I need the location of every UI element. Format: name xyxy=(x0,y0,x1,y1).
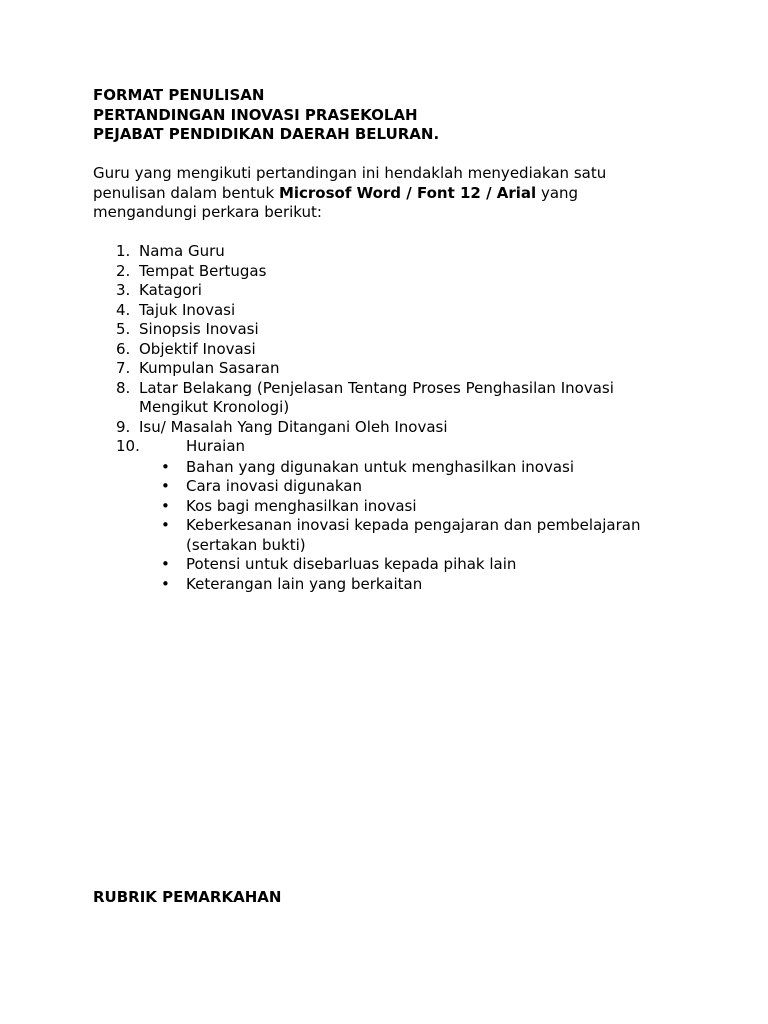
bullet-item-text: Cara inovasi digunakan xyxy=(186,477,363,495)
bullet-item-text: Keterangan lain yang berkaitan xyxy=(186,574,423,593)
list-item-text: Huraian xyxy=(186,437,246,455)
bullet-icon: • xyxy=(161,516,170,534)
bullet-item-text: Bahan yang digunakan untuk menghasilkan inovasi xyxy=(186,457,574,476)
list-item-text: Kumpulan Sasaran xyxy=(139,359,280,377)
intro-line-2 xyxy=(93,184,653,204)
list-item-text: Tempat Bertugas xyxy=(139,261,267,280)
bullet-icon: • xyxy=(161,457,170,476)
list-item-continuation-text: Mengikut Kronologi) xyxy=(139,398,290,416)
list-item-text: Sinopsis Inovasi xyxy=(139,320,259,338)
bullet-icon: • xyxy=(161,555,170,573)
list-item-text: Nama Guru xyxy=(139,242,225,260)
intro-line-3: mengandungi perkara berikut: xyxy=(93,203,322,221)
intro-paragraph xyxy=(93,164,653,223)
bullet-icon: • xyxy=(161,574,170,593)
list-item-text: Objektif Inovasi xyxy=(139,339,256,358)
intro-line-1: Guru yang mengikuti pertandingan ini hendaklah menyediakan satu xyxy=(93,164,607,182)
list-item-text: Katagori xyxy=(139,281,202,299)
list-item-number: 6. xyxy=(116,339,131,358)
list-item-number: 5. xyxy=(116,320,131,338)
list-item-number: 2. xyxy=(116,261,131,280)
intro-line-2-after: yang xyxy=(536,183,579,202)
list-item-text: Isu/ Masalah Yang Ditangani Oleh Inovasi xyxy=(139,417,448,436)
document-heading xyxy=(93,86,439,145)
list-item-number: 8. xyxy=(116,378,131,397)
bullet-item-text: Kos bagi menghasilkan inovasi xyxy=(186,496,417,515)
intro-line-2-before: penulisan dalam bentuk xyxy=(93,183,279,202)
list-item-number: 9. xyxy=(116,417,131,436)
bullet-item-text: Keberkesanan inovasi kepada pengajaran dan pembelajaran xyxy=(186,516,641,534)
heading-line-2: PERTANDINGAN INOVASI PRASEKOLAH xyxy=(93,105,418,124)
list-item-number: 4. xyxy=(116,300,131,319)
list-item-number: 3. xyxy=(116,281,131,299)
heading-line-3: PEJABAT PENDIDIKAN DAERAH BELURAN. xyxy=(93,125,440,143)
rubric-title: RUBRIK PEMARKAHAN xyxy=(93,888,282,906)
list-item-number: 1. xyxy=(116,242,131,260)
bullet-icon: • xyxy=(161,496,170,515)
list-item-text: Tajuk Inovasi xyxy=(139,300,236,319)
list-item-text: Latar Belakang (Penjelasan Tentang Proses Penghasilan Inovasi xyxy=(139,378,614,397)
list-item-number: 7. xyxy=(116,359,131,377)
bullet-item-continuation-text: (sertakan bukti) xyxy=(186,535,306,554)
bullet-icon: • xyxy=(161,477,170,495)
heading-line-1: FORMAT PENULISAN xyxy=(93,86,265,104)
intro-format-requirement: Microsof Word / Font 12 / Arial xyxy=(278,183,537,202)
bullet-item-text: Potensi untuk disebarluas kepada pihak lain xyxy=(186,555,517,573)
list-item-number: 10. xyxy=(116,437,140,455)
